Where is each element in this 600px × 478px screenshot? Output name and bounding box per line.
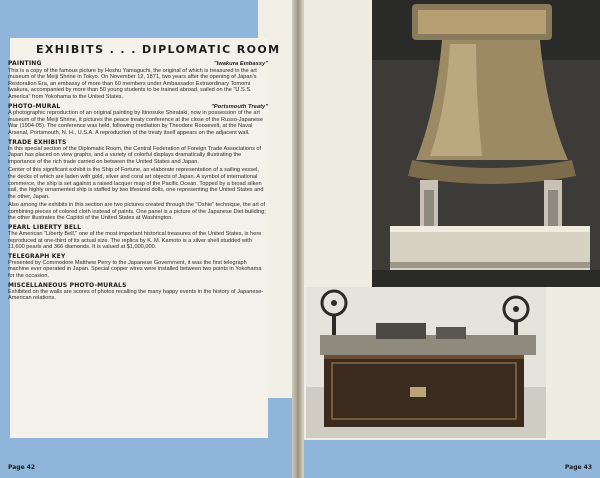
section-paragraph: Exhibited on the walls are scores of photos recalling the many happy events in the history of Japanese-American relations. (8, 288, 264, 302)
blue-band-top (0, 0, 258, 42)
article-body (8, 60, 268, 304)
section-subtitle: "Portsmouth Treaty" (211, 103, 268, 110)
section-paragraph: In this special section of the Diplomatic Room, the Central Federation of Foreign Trade Associations of Japan has placed on view graphs, and a variety of colorful displays dramatically illustrating the importance of the rich trade carried on between the United States and Japan. (8, 145, 262, 165)
liberty-bell-illustration (372, 0, 600, 287)
section-paragraph: Presented by Commodore Matthew Perry to the Japanese Government, it was the first telegraph machine ever operated in Japan. Special copper wires were installed between two points in Yokohama for the occasion. (8, 259, 262, 280)
book-gutter (292, 0, 304, 478)
page-title: EXHIBITS . . . DIPLOMATIC ROOM (36, 43, 281, 56)
section-trade-exhibits (8, 139, 268, 223)
liberty-bell-photo (372, 0, 600, 287)
section-paragraph: This is a copy of the famous picture by Hoshu Yamaguchi, the original of which is treasured in the art museum of the Meiji Shrine in Tokyo. On November 12, 1871, two years after the opening of Japan's Restoration Era, an embassy of more than 60 members under Ambassador Extraordinary Tomomi Iwakura, accompanied by more than 50 young students to be trained abroad, sailed on the "U.S.S. America" from Yokohama to the United States. (8, 67, 257, 100)
section-heading: PHOTO-MURAL (8, 102, 61, 110)
section-heading: MISCELLANEOUS PHOTO-MURALS (8, 281, 127, 289)
section-heading: PAINTING (8, 60, 42, 67)
section-pearl-liberty-bell (8, 224, 268, 251)
section-subtitle: "Iwakura Embassy" (213, 61, 268, 67)
section-heading: TRADE EXHIBITS (8, 138, 67, 146)
section-photo-mural (8, 103, 268, 137)
section-paragraph: The American "Liberty Bell," one of the most important historical treasures of the United States, is here reproduced at one-third of its actual size. The replica by K. M. Kamoto is a silver shell studded with 11,600 pearls and 366 diamonds. It is valued at $1,000,000. (8, 231, 262, 251)
telegraph-illustration (306, 287, 546, 438)
section-heading: PEARL LIBERTY BELL (8, 224, 82, 232)
section-misc-photo-murals (8, 282, 268, 302)
telegraph-key-photo (306, 287, 546, 438)
section-paragraph: Also among the exhibits in this section are two pictures created through the "Oshie" technique, the art of combining pieces of colored cloth instead of paints. One panel is a picture of the Japanese Diet building; the other illustrates the Capitol of the United States at Washington. (8, 202, 266, 222)
section-painting (8, 60, 268, 101)
blue-band-right-bottom (304, 440, 600, 478)
section-paragraph: Center of this significant exhibit is the Ship of Fortune, an elaborate representation of a sailing vessel, the decks of which are laden with gold, silver and coral art objects of Japan. A symbol of international commerce, the ship is set against a raised lacquer map of the Pacific Ocean. Topped by a broad silken sail, the highly ornamented ship is staffed by two lifesized dolls, one representing the United States and the other, Japan. (8, 167, 264, 200)
section-paragraph: A photographic reproduction of an original painting by Itinosuke Shirataki, now in possession of the art museum of the Meiji Shrine, it pictures the peace treaty conference at the close of the Russo-Japanese War (1904-05). The conference was held, following mediation by Theodore Roosevelt, at the Naval Arsenal, Portsmouth, N. H., U.S.A. A reproduction of the treaty itself appears on the adjacent wall. (8, 110, 263, 136)
page-number-left: Page 42 (8, 464, 36, 471)
section-telegraph-key (8, 253, 268, 280)
page-number-right: Page 43 (564, 464, 592, 471)
section-heading: TELEGRAPH KEY (8, 252, 66, 260)
